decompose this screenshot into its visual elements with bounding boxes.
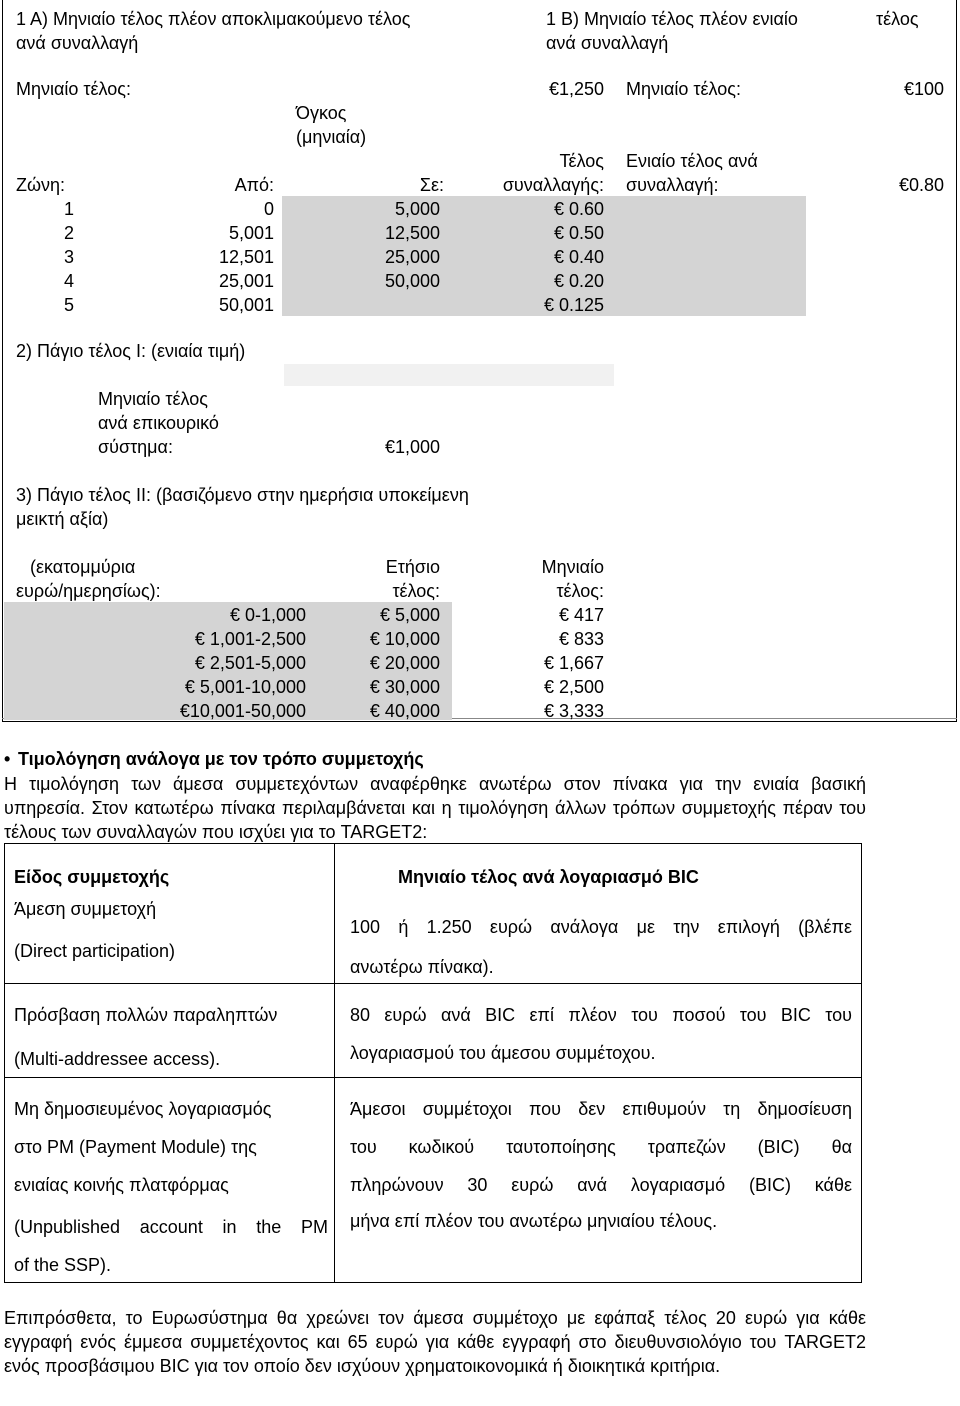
- section2-title: 2) Πάγιο τέλος Ι: (ενιαία τιμή): [16, 341, 246, 361]
- monthly-fee-value-a: €1,250: [548, 79, 604, 99]
- zone-number: 1: [64, 199, 75, 219]
- daily-value-annual: € 30,000: [369, 677, 440, 697]
- participation-fee-line: μήνα επί πλέον του ανωτέρω μηνιαίου τέλους.: [350, 1211, 718, 1231]
- table-row-divider: [4, 983, 862, 984]
- zone-number: 5: [64, 295, 75, 315]
- table-border-left: [4, 843, 5, 1283]
- annual-column-header-line2: τέλος:: [392, 581, 440, 601]
- fee-column-header-line1: Τέλος: [559, 151, 604, 171]
- daily-value-monthly: € 3,333: [543, 701, 604, 721]
- daily-value-annual: € 5,000: [379, 605, 440, 625]
- participation-type-line: (Multi-addressee access).: [14, 1049, 221, 1069]
- participation-type-line: στο PM (Payment Module) της: [14, 1137, 257, 1157]
- participation-type-line: ενιαίας κοινής πλατφόρμας: [14, 1175, 229, 1195]
- participation-fee-line: 80 ευρώ ανά BIC επί πλέον του ποσού του BIC του: [350, 1005, 852, 1025]
- header-option-b-line2: ανά συναλλαγή: [546, 33, 669, 53]
- range-column-header-line1: (εκατομμύρια: [30, 557, 136, 577]
- daily-value-monthly: € 417: [558, 605, 604, 625]
- table-header-type: Είδος συμμετοχής: [14, 867, 170, 887]
- table-header-fee: Μηνιαίο τέλος ανά λογαριασμό BIC: [398, 867, 699, 887]
- flat-fee-label-line2: συναλλαγή:: [626, 175, 719, 195]
- header-option-b-extra: τέλος: [876, 9, 919, 29]
- zone-from: 5,001: [228, 223, 274, 243]
- monthly-column-header-line1: Μηνιαίο: [541, 557, 604, 577]
- frame-right-border: [956, 0, 957, 722]
- daily-value-range: € 2,501-5,000: [194, 653, 306, 673]
- from-column-header: Από:: [234, 175, 274, 195]
- volume-label-line2: (μηνιαία): [296, 127, 367, 147]
- zone-fee: € 0.125: [543, 295, 604, 315]
- annual-column-header-line1: Ετήσιο: [385, 557, 440, 577]
- participation-type-line: Άμεση συμμετοχή: [14, 899, 157, 919]
- zone-number: 3: [64, 247, 75, 267]
- daily-value-monthly: € 1,667: [543, 653, 604, 673]
- range-column-header-line2: ευρώ/ημερησίως):: [16, 581, 161, 601]
- header-option-b-line1: 1 Β) Μηνιαίο τέλος πλέον ενιαίο: [546, 9, 798, 29]
- aux-system-label-line2: ανά επικουρικό: [98, 413, 219, 433]
- zone-from: 50,001: [218, 295, 274, 315]
- pricing-heading: Τιμολόγηση ανάλογα με τον τρόπο συμμετοχής: [18, 749, 424, 769]
- bullet-marker: •: [4, 749, 11, 769]
- zone-to: 50,000: [384, 271, 440, 291]
- table-border-top: [4, 843, 862, 844]
- participation-fee-line: Άμεσοι συμμέτοχοι που δεν επιθυμούν τη δημοσίευση: [350, 1099, 852, 1119]
- zone-fee: € 0.60: [553, 199, 604, 219]
- header-option-a-line1: 1 Α) Μηνιαίο τέλος πλέον αποκλιμακούμενο τέλος: [16, 9, 411, 29]
- aux-system-label-line1: Μηνιαίο τέλος: [98, 389, 208, 409]
- aux-system-fee-value: €1,000: [384, 437, 440, 457]
- monthly-fee-label-a: Μηνιαίο τέλος:: [16, 79, 131, 99]
- frame-left-border: [2, 0, 3, 722]
- footer-paragraph: Επιπρόσθετα, το Ευρωσύστημα θα χρεώνει τον άμεσα συμμέτοχο με εφάπαξ τέλος 20 ευρώ για κάθε εγγραφή ενός έμμεσα συμμετέχοντος και 65 ευρώ για κάθε εγγραφή στο διευθυνσιολόγιο του TARGET2 ενός προσβάσιμου BIC για τον οποίο δεν ισχύουν χρηματοικονομικά ή διοικητικά κριτήρια.: [4, 1308, 866, 1376]
- zone-number: 4: [64, 271, 75, 291]
- daily-value-range: € 1,001-2,500: [194, 629, 306, 649]
- daily-value-monthly: € 2,500: [543, 677, 604, 697]
- participation-fee-line: πληρώνουν 30 ευρώ ανά λογαριασμό (BIC) κάθε: [350, 1175, 852, 1195]
- aux-system-label-line3: σύστημα:: [98, 437, 173, 457]
- flat-fee-value: €0.80: [898, 175, 944, 195]
- participation-fee-line: 100 ή 1.250 ευρώ ανάλογα με την επιλογή (βλέπε: [350, 917, 852, 937]
- daily-value-table-shading-left: [4, 602, 110, 720]
- flat-fee-label-line1: Ενιαίο τέλος ανά: [626, 151, 758, 171]
- monthly-fee-label-b: Μηνιαίο τέλος:: [626, 79, 741, 99]
- participation-fee-line: λογαριασμού του άμεσου συμμέτοχου.: [350, 1043, 656, 1063]
- fee-column-header-line2: συναλλαγής:: [502, 175, 604, 195]
- zone-to: 12,500: [384, 223, 440, 243]
- table-border-bottom: [4, 1282, 862, 1283]
- section2-light-band: [284, 364, 614, 386]
- daily-value-monthly: € 833: [558, 629, 604, 649]
- zone-number: 2: [64, 223, 75, 243]
- participation-type-line: (Unpublished account in the PM: [14, 1217, 328, 1237]
- daily-value-range: € 5,001-10,000: [184, 677, 306, 697]
- participation-fee-line: ανωτέρω πίνακα).: [350, 957, 494, 977]
- zone-fee: € 0.20: [553, 271, 604, 291]
- section3-title-line1: 3) Πάγιο τέλος ΙΙ: (βασιζόμενο στην ημερήσια υποκείμενη: [16, 485, 469, 505]
- zone-fee: € 0.40: [553, 247, 604, 267]
- monthly-fee-value-b: €100: [903, 79, 944, 99]
- header-option-a-line2: ανά συναλλαγή: [16, 33, 139, 53]
- table-border-right: [861, 843, 862, 1283]
- zone-to: 25,000: [384, 247, 440, 267]
- daily-value-annual: € 10,000: [369, 629, 440, 649]
- zone-from: 0: [263, 199, 274, 219]
- table-column-divider: [334, 843, 335, 1283]
- daily-value-annual: € 20,000: [369, 653, 440, 673]
- to-column-header: Σε:: [419, 175, 444, 195]
- table-row-divider: [4, 1077, 862, 1078]
- daily-value-range: € 0-1,000: [229, 605, 306, 625]
- volume-label-line1: Όγκος: [296, 103, 347, 123]
- participation-type-line: (Direct participation): [14, 941, 176, 961]
- zone-column-header: Ζώνη:: [16, 175, 66, 195]
- zone-from: 25,001: [218, 271, 274, 291]
- participation-fee-line: του κωδικού ταυτοποίησης τραπεζών (BIC) θα: [350, 1137, 852, 1157]
- section3-title-line2: μεικτή αξία): [16, 509, 109, 529]
- monthly-column-header-line2: τέλος:: [556, 581, 604, 601]
- participation-type-line: Μη δημοσιευμένος λογαριασμός: [14, 1099, 272, 1119]
- zone-fee: € 0.50: [553, 223, 604, 243]
- participation-type-line: of the SSP).: [14, 1255, 112, 1275]
- zone-to: 5,000: [394, 199, 440, 219]
- pricing-paragraph: Η τιμολόγηση των άμεσα συμμετεχόντων αναφέρθηκε ανωτέρω στον πίνακα για την ενιαία βασική υπηρεσία. Στον κατωτέρω πίνακα περιλαμβάνεται και η τιμολόγηση άλλων τρόπων συμμετοχής πέραν του τέλους των συναλλαγών που ισχύει για το TARGET2:: [4, 774, 866, 842]
- daily-value-range: €10,001-50,000: [179, 701, 306, 721]
- daily-value-annual: € 40,000: [369, 701, 440, 721]
- participation-type-line: Πρόσβαση πολλών παραληπτών: [14, 1005, 278, 1025]
- zone-from: 12,501: [218, 247, 274, 267]
